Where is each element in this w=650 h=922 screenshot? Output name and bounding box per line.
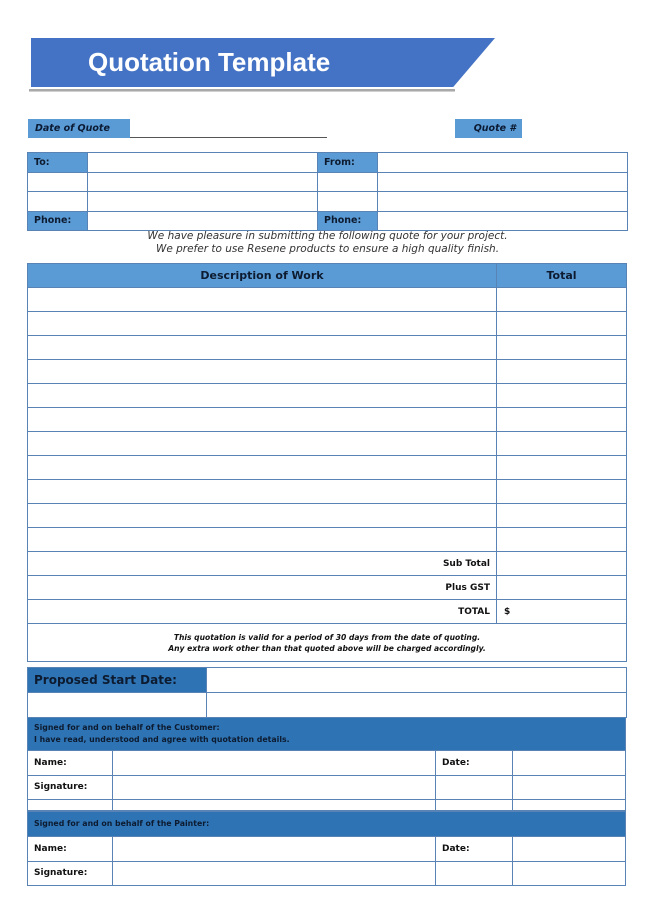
start-date-row [28, 668, 627, 693]
description-cell[interactable] [28, 528, 497, 552]
from-phone-label: Phone: [318, 211, 378, 231]
table-row [28, 480, 627, 504]
description-cell[interactable] [28, 408, 497, 432]
date-of-quote-label: Date of Quote [28, 119, 130, 138]
painter-date-field[interactable] [513, 837, 626, 862]
description-cell[interactable] [28, 288, 497, 312]
table-row [28, 336, 627, 360]
table-row [28, 360, 627, 384]
customer-date-label: Date: [436, 751, 513, 776]
description-cell[interactable] [28, 456, 497, 480]
total-cell[interactable] [497, 336, 627, 360]
contact-row-header [28, 153, 628, 173]
painter-signoff-heading-row [28, 812, 626, 837]
customer-date-field[interactable] [513, 751, 626, 776]
work-table [27, 263, 627, 662]
painter-signature-field[interactable] [113, 861, 436, 886]
to-field[interactable] [88, 153, 318, 173]
title-underline-divider [29, 89, 455, 92]
table-row [28, 312, 627, 336]
painter-signoff-heading: Signed for and on behalf of the Painter: [28, 812, 626, 837]
customer-signoff-heading-line-2: I have read, understood and agree with quotation details. [34, 735, 290, 744]
blank-cell [207, 693, 627, 718]
total-cell[interactable] [497, 408, 627, 432]
blank-cell [513, 775, 626, 800]
blank-cell [513, 800, 626, 811]
from-label: From: [318, 153, 378, 173]
customer-spacer-row [28, 800, 626, 811]
quote-number-label: Quote # [455, 119, 522, 138]
intro-text [27, 230, 628, 256]
proposed-start-date-field[interactable] [207, 668, 627, 693]
to-label-blank [28, 172, 88, 192]
painter-signature-label: Signature: [28, 861, 113, 886]
table-row [28, 288, 627, 312]
total-row [28, 600, 627, 624]
total-cell[interactable] [497, 504, 627, 528]
proposed-start-date-label: Proposed Start Date: [28, 668, 207, 693]
blank-cell [113, 800, 436, 811]
work-table-header [28, 264, 627, 288]
painter-signoff-table [27, 811, 626, 886]
customer-signature-label: Signature: [28, 775, 113, 800]
customer-signature-field[interactable] [113, 775, 436, 800]
table-row [28, 432, 627, 456]
total-cell[interactable] [497, 384, 627, 408]
gst-label: Plus GST [28, 576, 497, 600]
customer-signoff-heading-line-1: Signed for and on behalf of the Customer: [34, 723, 220, 732]
table-row [28, 456, 627, 480]
table-row [28, 528, 627, 552]
intro-line-1: We have pleasure in submitting the following quote for your project. [147, 230, 508, 242]
total-label: TOTAL [28, 600, 497, 624]
total-cell[interactable] [497, 432, 627, 456]
description-cell[interactable] [28, 432, 497, 456]
description-cell[interactable] [28, 360, 497, 384]
total-value[interactable]: $ [497, 600, 627, 624]
to-address-field-1[interactable] [88, 172, 318, 192]
subtotal-label: Sub Total [28, 552, 497, 576]
total-cell[interactable] [497, 312, 627, 336]
to-label-blank [28, 192, 88, 212]
description-cell[interactable] [28, 336, 497, 360]
customer-signature-row [28, 775, 626, 800]
contact-table [27, 152, 628, 231]
table-row [28, 504, 627, 528]
contact-row-phone [28, 211, 628, 231]
description-cell[interactable] [28, 312, 497, 336]
total-cell[interactable] [497, 456, 627, 480]
intro-line-2: We prefer to use Resene products to ensure a high quality finish. [155, 243, 500, 255]
blank-cell [28, 693, 207, 718]
total-cell[interactable] [497, 360, 627, 384]
subtotal-value[interactable] [497, 552, 627, 576]
column-header-total: Total [497, 264, 627, 288]
customer-signoff-heading-row [28, 718, 626, 751]
blank-cell [436, 775, 513, 800]
painter-name-label: Name: [28, 837, 113, 862]
column-header-description: Description of Work [28, 264, 497, 288]
customer-signoff-heading [28, 718, 626, 751]
validity-note [28, 624, 627, 662]
blank-cell [28, 800, 113, 811]
from-address-field-1[interactable] [378, 172, 628, 192]
to-phone-field[interactable] [88, 211, 318, 231]
blank-cell [436, 861, 513, 886]
total-cell[interactable] [497, 528, 627, 552]
description-cell[interactable] [28, 504, 497, 528]
customer-name-row [28, 751, 626, 776]
validity-note-line-1: This quotation is valid for a period of 30 days from the date of quoting. [173, 632, 481, 642]
from-field[interactable] [378, 153, 628, 173]
blank-cell [513, 861, 626, 886]
validity-note-line-2: Any extra work other than that quoted above will be charged accordingly. [168, 643, 486, 653]
gst-value[interactable] [497, 576, 627, 600]
to-address-field-2[interactable] [88, 192, 318, 212]
subtotal-row [28, 552, 627, 576]
blank-cell [436, 800, 513, 811]
date-of-quote-field[interactable] [130, 137, 327, 138]
from-phone-field[interactable] [378, 211, 628, 231]
description-cell[interactable] [28, 384, 497, 408]
contact-row-address-1 [28, 172, 628, 192]
from-address-field-2[interactable] [378, 192, 628, 212]
page-title: Quotation Template [88, 47, 331, 77]
from-label-blank [318, 192, 378, 212]
painter-signature-row [28, 861, 626, 886]
to-phone-label: Phone: [28, 211, 88, 231]
validity-note-row [28, 624, 627, 662]
from-label-blank [318, 172, 378, 192]
customer-name-field[interactable] [113, 751, 436, 776]
table-row [28, 408, 627, 432]
total-cell[interactable] [497, 480, 627, 504]
total-cell[interactable] [497, 288, 627, 312]
gst-row [28, 576, 627, 600]
customer-name-label: Name: [28, 751, 113, 776]
contact-row-address-2 [28, 192, 628, 212]
start-date-table [27, 667, 627, 718]
description-cell[interactable] [28, 480, 497, 504]
painter-name-field[interactable] [113, 837, 436, 862]
to-label: To: [28, 153, 88, 173]
painter-name-row [28, 837, 626, 862]
painter-date-label: Date: [436, 837, 513, 862]
start-date-blank-row [28, 693, 627, 718]
customer-signoff-table [27, 717, 626, 811]
table-row [28, 384, 627, 408]
